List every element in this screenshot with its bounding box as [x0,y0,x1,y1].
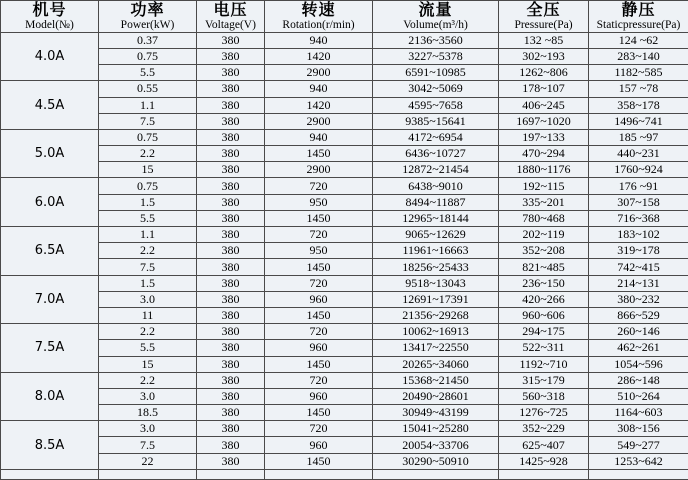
table-row [1,162,688,178]
column-header-cn-volume: 流量 [373,1,498,19]
cell-power: 7.5 [99,113,197,129]
cell-volume: 8494~11887 [373,194,499,210]
cell-volume: 12691~17391 [373,291,499,307]
cell-power: 0.37 [99,32,197,48]
cell-static: 440~231 [589,146,688,162]
cell-voltage: 380 [197,275,265,291]
column-header-voltage [197,1,265,33]
cell-rotation: 720 [265,324,373,340]
cell-pressure: 406~245 [499,97,589,113]
cell-pressure: 470~294 [499,146,589,162]
cell-rotation: 940 [265,32,373,48]
table-row [1,405,688,421]
cell-volume: 2136~3560 [373,32,499,48]
table-row [1,388,688,404]
table-row [1,65,688,81]
column-header-en-power: Power(kW) [99,19,196,32]
cell-power: 1.1 [99,97,197,113]
cell-pressure: 960~606 [499,307,589,323]
cell-rotation: 1450 [265,405,373,421]
cell-pressure: 780~468 [499,210,589,226]
cell-static: 549~277 [589,437,688,453]
model-cell: 4.5A [1,81,99,130]
column-header-cn-rotation: 转速 [265,1,372,19]
cell-pressure: 420~266 [499,291,589,307]
cell-pressure: 1276~725 [499,405,589,421]
table-row [1,194,688,210]
cell-volume: 3227~5378 [373,48,499,64]
table-row [1,372,688,388]
cell-volume: 4172~6954 [373,129,499,145]
cell-pressure: 315~179 [499,372,589,388]
cell-pressure: 1262~806 [499,65,589,81]
cell-static: 185 ~97 [589,129,688,145]
table-row [1,32,688,48]
cell-static: 1054~596 [589,356,688,372]
cell-pressure: 821~485 [499,259,589,275]
cell-power: 7.5 [99,259,197,275]
cell-volume: 15368~21450 [373,372,499,388]
cell-static: 1253~642 [589,453,688,469]
table-header [1,1,688,33]
column-header-cn-model: 机号 [1,1,98,19]
table-row [1,291,688,307]
cell-volume: 20265~34060 [373,356,499,372]
column-header-model [1,1,99,33]
cell-partial [1,469,99,479]
cell-power: 11 [99,307,197,323]
cell-pressure: 197~133 [499,129,589,145]
cell-static: 380~232 [589,291,688,307]
cell-power: 3.0 [99,291,197,307]
model-cell: 5.0A [1,129,99,178]
cell-power: 5.5 [99,210,197,226]
column-header-cn-static: 静压 [589,1,688,19]
cell-power: 0.55 [99,81,197,97]
cell-rotation: 960 [265,291,373,307]
cell-static: 176 ~91 [589,178,688,194]
cell-volume: 20054~33706 [373,437,499,453]
cell-power: 5.5 [99,340,197,356]
cell-volume: 9518~13043 [373,275,499,291]
cell-power: 2.2 [99,324,197,340]
cell-partial [99,469,197,479]
cell-power: 0.75 [99,48,197,64]
column-header-volume [373,1,499,33]
cell-pressure: 1880~1176 [499,162,589,178]
cell-power: 1.5 [99,275,197,291]
cell-rotation: 1420 [265,97,373,113]
cell-static: 1496~741 [589,113,688,129]
cell-voltage: 380 [197,194,265,210]
cell-voltage: 380 [197,129,265,145]
column-header-pressure [499,1,589,33]
cell-volume: 21356~29268 [373,307,499,323]
cell-power: 3.0 [99,421,197,437]
cell-pressure: 1192~710 [499,356,589,372]
cell-static: 716~368 [589,210,688,226]
cell-power: 18.5 [99,405,197,421]
table-row [1,340,688,356]
cell-partial [197,469,265,479]
cell-voltage: 380 [197,340,265,356]
cell-rotation: 2900 [265,162,373,178]
table-header-row [1,1,688,33]
cell-power: 0.75 [99,178,197,194]
column-header-en-voltage: Voltage(V) [197,19,264,32]
cell-volume: 30290~50910 [373,453,499,469]
model-cell: 6.0A [1,178,99,227]
cell-voltage: 380 [197,291,265,307]
cell-rotation: 2900 [265,113,373,129]
cell-power: 1.1 [99,227,197,243]
cell-pressure: 294~175 [499,324,589,340]
cell-partial [265,469,373,479]
cell-voltage: 380 [197,146,265,162]
cell-pressure: 522~311 [499,340,589,356]
cell-voltage: 380 [197,113,265,129]
column-header-en-static: Staticpressure(Pa) [589,19,688,32]
cell-static: 307~158 [589,194,688,210]
column-header-cn-power: 功率 [99,1,196,19]
table-row [1,227,688,243]
table-body [1,32,688,479]
table-row [1,129,688,145]
cell-volume: 13417~22550 [373,340,499,356]
column-header-en-pressure: Pressure(Pa) [499,19,588,32]
table-row [1,210,688,226]
model-cell: 6.5A [1,227,99,276]
cell-static: 866~529 [589,307,688,323]
cell-voltage: 380 [197,32,265,48]
cell-rotation: 960 [265,340,373,356]
column-header-en-model: Model(№) [1,19,98,32]
column-header-cn-voltage: 电压 [197,1,264,19]
model-cell: 8.0A [1,372,99,421]
cell-volume: 12965~18144 [373,210,499,226]
cell-rotation: 720 [265,227,373,243]
cell-voltage: 380 [197,307,265,323]
cell-static: 462~261 [589,340,688,356]
cell-pressure: 560~318 [499,388,589,404]
cell-power: 1.5 [99,194,197,210]
cell-rotation: 1450 [265,210,373,226]
cell-rotation: 940 [265,81,373,97]
cell-rotation: 1420 [265,48,373,64]
cell-static: 124 ~62 [589,32,688,48]
cell-pressure: 192~115 [499,178,589,194]
cell-voltage: 380 [197,243,265,259]
model-cell: 8.5A [1,421,99,470]
cell-volume: 6438~9010 [373,178,499,194]
cell-static: 286~148 [589,372,688,388]
column-header-cn-pressure: 全压 [499,1,588,19]
cell-voltage: 380 [197,81,265,97]
cell-power: 7.5 [99,437,197,453]
cell-rotation: 960 [265,388,373,404]
cell-pressure: 178~107 [499,81,589,97]
table-row [1,324,688,340]
cell-rotation: 1450 [265,453,373,469]
cell-pressure: 236~150 [499,275,589,291]
cell-voltage: 380 [197,388,265,404]
cell-volume: 10062~16913 [373,324,499,340]
cell-volume: 9065~12629 [373,227,499,243]
cell-volume: 20490~28601 [373,388,499,404]
cell-volume: 15041~25280 [373,421,499,437]
cell-pressure: 352~229 [499,421,589,437]
cell-pressure: 1697~1020 [499,113,589,129]
cell-voltage: 380 [197,162,265,178]
cell-volume: 12872~21454 [373,162,499,178]
cell-volume: 6436~10727 [373,146,499,162]
cell-power: 3.0 [99,388,197,404]
column-header-power [99,1,197,33]
cell-power: 2.2 [99,146,197,162]
cell-rotation: 720 [265,372,373,388]
cell-volume: 9385~15641 [373,113,499,129]
cell-power: 15 [99,162,197,178]
cell-static: 214~131 [589,275,688,291]
cell-voltage: 380 [197,324,265,340]
cell-voltage: 380 [197,210,265,226]
cell-rotation: 1450 [265,307,373,323]
cell-static: 308~156 [589,421,688,437]
table-row [1,259,688,275]
cell-voltage: 380 [197,372,265,388]
cell-volume: 11961~16663 [373,243,499,259]
cell-power: 15 [99,356,197,372]
column-header-static [589,1,688,33]
cell-volume: 6591~10985 [373,65,499,81]
cell-pressure: 335~201 [499,194,589,210]
cell-power: 22 [99,453,197,469]
cell-rotation: 1450 [265,356,373,372]
cell-rotation: 940 [265,129,373,145]
cell-rotation: 2900 [265,65,373,81]
cell-static: 319~178 [589,243,688,259]
cell-rotation: 720 [265,275,373,291]
table-row [1,81,688,97]
column-header-en-volume: Volume(m³/h) [373,19,498,32]
cell-volume: 18256~25433 [373,259,499,275]
cell-volume: 4595~7658 [373,97,499,113]
cell-partial [499,469,589,479]
cell-static: 1760~924 [589,162,688,178]
cell-pressure: 625~407 [499,437,589,453]
cell-static: 183~102 [589,227,688,243]
model-cell: 7.0A [1,275,99,324]
cell-pressure: 302~193 [499,48,589,64]
table-row [1,243,688,259]
table-row [1,437,688,453]
cell-power: 5.5 [99,65,197,81]
cell-voltage: 380 [197,356,265,372]
cell-rotation: 1450 [265,259,373,275]
cell-rotation: 950 [265,243,373,259]
cell-pressure: 1425~928 [499,453,589,469]
cell-pressure: 202~119 [499,227,589,243]
cell-rotation: 720 [265,421,373,437]
table-row [1,146,688,162]
table-row [1,421,688,437]
table-row-partial [1,469,688,479]
cell-static: 157 ~78 [589,81,688,97]
cell-voltage: 380 [197,405,265,421]
cell-power: 2.2 [99,243,197,259]
model-cell: 7.5A [1,324,99,373]
cell-voltage: 380 [197,48,265,64]
cell-voltage: 380 [197,453,265,469]
cell-rotation: 950 [265,194,373,210]
cell-static: 742~415 [589,259,688,275]
column-header-rotation [265,1,373,33]
model-cell: 4.0A [1,32,99,81]
cell-pressure: 352~208 [499,243,589,259]
cell-voltage: 380 [197,178,265,194]
cell-static: 283~140 [589,48,688,64]
table-row [1,453,688,469]
cell-voltage: 380 [197,421,265,437]
table-row [1,275,688,291]
column-header-en-rotation: Rotation(r/min) [265,19,372,32]
table-row [1,97,688,113]
cell-partial [589,469,688,479]
cell-static: 358~178 [589,97,688,113]
cell-static: 260~146 [589,324,688,340]
cell-rotation: 960 [265,437,373,453]
cell-voltage: 380 [197,227,265,243]
cell-static: 1182~585 [589,65,688,81]
cell-pressure: 132 ~85 [499,32,589,48]
cell-static: 1164~603 [589,405,688,421]
cell-power: 0.75 [99,129,197,145]
cell-static: 510~264 [589,388,688,404]
cell-rotation: 1450 [265,146,373,162]
cell-voltage: 380 [197,65,265,81]
table-row [1,48,688,64]
cell-voltage: 380 [197,97,265,113]
table-row [1,178,688,194]
table-row [1,307,688,323]
table-row [1,356,688,372]
cell-volume: 30949~43199 [373,405,499,421]
table-row [1,113,688,129]
cell-voltage: 380 [197,437,265,453]
cell-power: 2.2 [99,372,197,388]
cell-voltage: 380 [197,259,265,275]
cell-partial [373,469,499,479]
cell-rotation: 720 [265,178,373,194]
cell-volume: 3042~5069 [373,81,499,97]
